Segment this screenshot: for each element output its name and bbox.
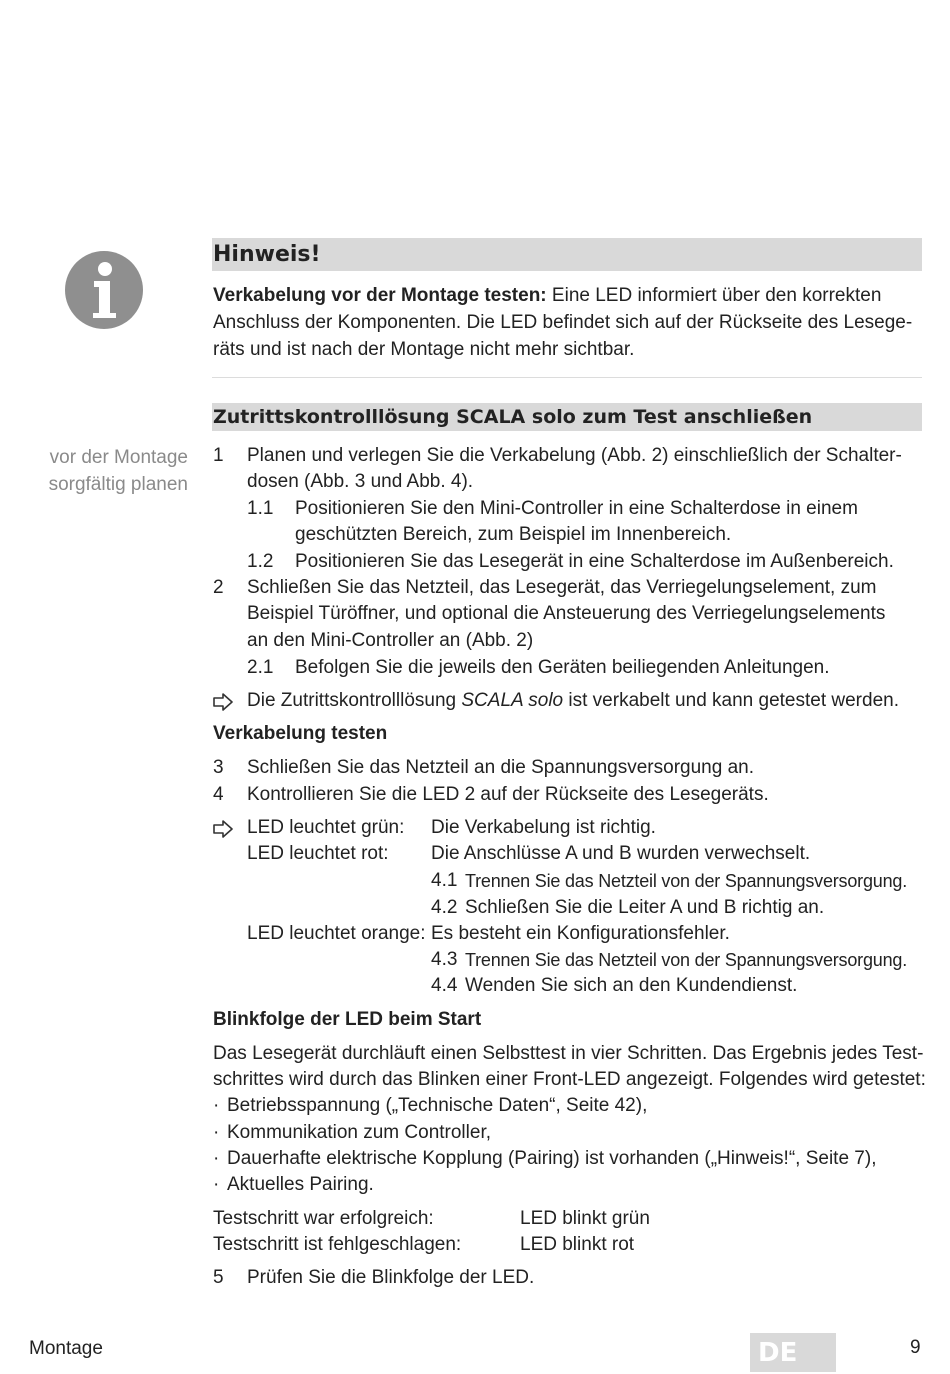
step-4-2: Schließen Sie die Leiter A und B richtig an. bbox=[465, 897, 825, 918]
test-ok-value: LED blinkt grün bbox=[520, 1208, 650, 1229]
notice-line-3: räts und ist nach der Montage nicht mehr sichtbar. bbox=[213, 339, 635, 360]
result-arrow-icon bbox=[213, 820, 235, 838]
led-orange-label: LED leuchtet orange: bbox=[247, 923, 426, 944]
notice-line-2: Anschluss der Komponenten. Die LED befindet sich auf der Rückseite des Lesege- bbox=[213, 312, 913, 333]
bullet-dot: · bbox=[213, 1095, 220, 1116]
step-number: 5 bbox=[213, 1267, 224, 1288]
step-5: Prüfen Sie die Blinkfolge der LED. bbox=[247, 1267, 535, 1288]
led-red-text: Die Anschlüsse A und B wurden verwechselt. bbox=[431, 843, 811, 864]
step-number: 4 bbox=[213, 784, 224, 805]
separator bbox=[212, 377, 922, 378]
step-number: 4.2 bbox=[431, 897, 458, 918]
test-fail-label: Testschritt ist fehlgeschlagen: bbox=[213, 1234, 462, 1255]
footer-section: Montage bbox=[29, 1338, 103, 1359]
side-note-line-1: vor der Montage bbox=[49, 447, 188, 468]
test-fail-value: LED blinkt rot bbox=[520, 1234, 635, 1255]
step-number: 1.1 bbox=[247, 498, 274, 519]
result-line bbox=[247, 688, 899, 714]
step-number: 1 bbox=[213, 445, 224, 466]
bullet-item: Betriebsspannung („Technische Daten“, Seite 42), bbox=[227, 1095, 648, 1116]
language-label: DE bbox=[758, 1338, 798, 1368]
result-text: ist verkabelt und kann getestet werden. bbox=[563, 690, 899, 711]
blink-paragraph-line-1: Das Lesegerät durchläuft einen Selbsttest in vier Schritten. Das Ergebnis jedes Test- bbox=[213, 1043, 924, 1064]
notice-line-1 bbox=[213, 283, 881, 309]
notice-heading: Hinweis! bbox=[213, 242, 321, 267]
step-1-2-line-1: Positionieren Sie das Lesegerät in eine Schalterdose im Außenbereich. bbox=[295, 551, 894, 572]
blink-heading: Blinkfolge der LED beim Start bbox=[213, 1009, 482, 1030]
bullet-dot: · bbox=[213, 1148, 220, 1169]
bullet-dot: · bbox=[213, 1174, 220, 1195]
step-2-line-1: Schließen Sie das Netzteil, das Lesegerät, das Verriegelungselement, zum bbox=[247, 577, 877, 598]
notice-lead: Verkabelung vor der Montage testen: bbox=[213, 285, 547, 306]
led-green-text: Die Verkabelung ist richtig. bbox=[431, 817, 656, 838]
bullet-item: Kommunikation zum Controller, bbox=[227, 1122, 491, 1143]
step-2-1-line-1: Befolgen Sie die jeweils den Geräten beiliegenden Anleitungen. bbox=[295, 657, 830, 678]
led-red-label: LED leuchtet rot: bbox=[247, 843, 389, 864]
step-number: 4.3 bbox=[431, 949, 458, 970]
blink-paragraph-line-2: schrittes wird durch das Blinken einer Front-LED angezeigt. Folgendes wird getestet: bbox=[213, 1069, 926, 1090]
product-name: SCALA solo bbox=[461, 690, 564, 711]
step-1-line-1: Planen und verlegen Sie die Verkabelung (Abb. 2) einschließlich der Schalter- bbox=[247, 445, 902, 466]
led-green-label: LED leuchtet grün: bbox=[247, 817, 405, 838]
bullet-item: Aktuelles Pairing. bbox=[227, 1174, 374, 1195]
bullet-item: Dauerhafte elektrische Kopplung (Pairing) ist vorhanden („Hinweis!“, Seite 7), bbox=[227, 1148, 877, 1169]
side-note-line-2: sorgfältig planen bbox=[48, 474, 188, 495]
info-icon bbox=[64, 250, 144, 330]
step-number: 2.1 bbox=[247, 657, 274, 678]
step-1-line-2: dosen (Abb. 3 und Abb. 4). bbox=[247, 471, 474, 492]
step-number: 4.4 bbox=[431, 975, 458, 996]
step-number: 4.1 bbox=[431, 870, 458, 891]
step-number: 2 bbox=[213, 577, 224, 598]
step-1-1-line-1: Positionieren Sie den Mini-Controller in eine Schalterdose in einem bbox=[295, 498, 858, 519]
led-orange-text: Es besteht ein Konfigurationsfehler. bbox=[431, 923, 730, 944]
result-arrow-icon bbox=[213, 693, 235, 711]
step-number: 1.2 bbox=[247, 551, 274, 572]
step-4-3: Trennen Sie das Netzteil von der Spannungsversorgung. bbox=[465, 950, 908, 970]
test-heading: Verkabelung testen bbox=[213, 723, 388, 744]
bullet-dot: · bbox=[213, 1122, 220, 1143]
page-number: 9 bbox=[910, 1337, 921, 1358]
step-3: Schließen Sie das Netzteil an die Spannungsversorgung an. bbox=[247, 757, 754, 778]
test-ok-label: Testschritt war erfolgreich: bbox=[213, 1208, 434, 1229]
step-number: 3 bbox=[213, 757, 224, 778]
step-2-line-3: an den Mini-Controller an (Abb. 2) bbox=[247, 630, 534, 651]
step-2-line-2: Beispiel Türöffner, und optional die Ansteuerung des Verriegelungselements bbox=[247, 603, 886, 624]
step-4-1: Trennen Sie das Netzteil von der Spannungsversorgung. bbox=[465, 871, 908, 891]
step-1-1-line-2: geschützten Bereich, zum Beispiel im Innenbereich. bbox=[295, 524, 732, 545]
section-heading: Zutrittskontrolllösung SCALA solo zum Test anschließen bbox=[213, 406, 813, 428]
result-text: Die Zutrittskontrolllösung bbox=[247, 690, 462, 711]
language-badge bbox=[750, 1333, 836, 1372]
notice-line-1-rest: Eine LED informiert über den korrekten bbox=[546, 285, 882, 306]
step-4: Kontrollieren Sie die LED 2 auf der Rückseite des Lesegeräts. bbox=[247, 784, 769, 805]
step-4-4: Wenden Sie sich an den Kundendienst. bbox=[465, 975, 798, 996]
